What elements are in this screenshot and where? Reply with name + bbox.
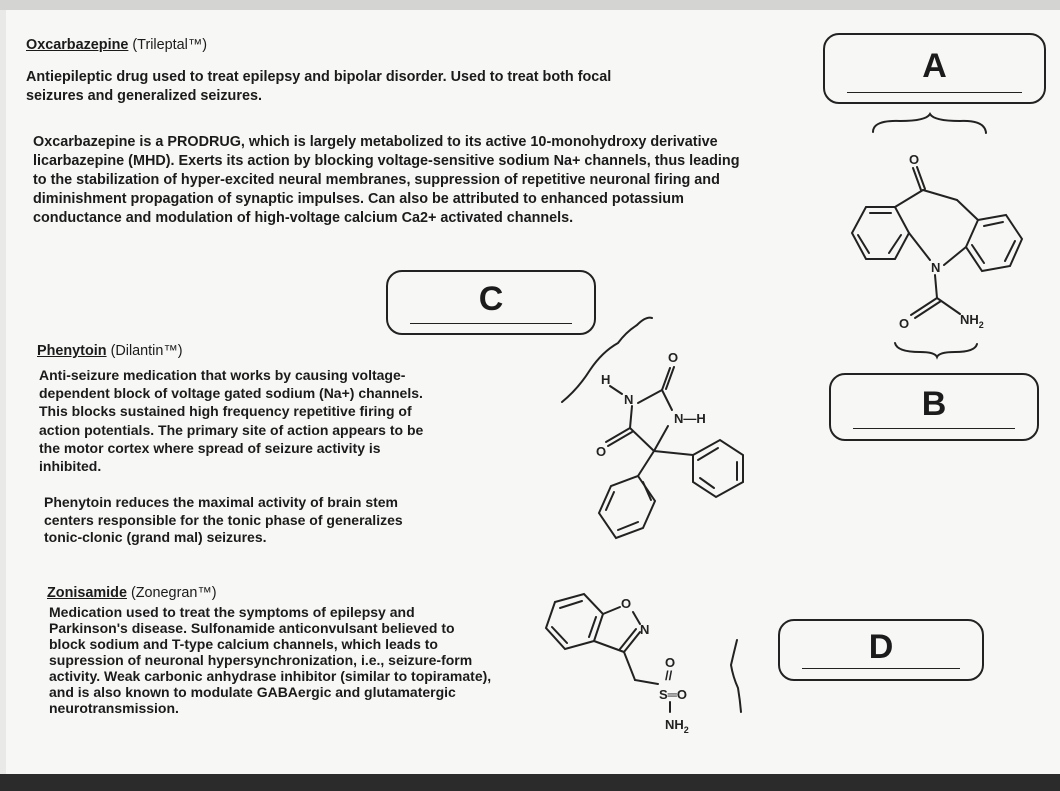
- ox-amine: $NH_2$: [960, 312, 984, 330]
- brace-a: [873, 114, 986, 133]
- answer-letter-c: C: [478, 280, 504, 318]
- ph-o-left: O: [596, 444, 607, 459]
- oxcarbazepine-brand: (Trileptal™): [132, 37, 208, 53]
- oxcarbazepine-structure: [852, 114, 1022, 357]
- atom-labels: [596, 152, 984, 735]
- phenytoin-name: Phenytoin: [37, 343, 107, 359]
- brace-c: [562, 318, 652, 402]
- answer-letter-a: A: [922, 47, 947, 85]
- oxcarbazepine-name: Oxcarbazepine: [26, 37, 129, 53]
- left-benzene-ring: [852, 207, 909, 259]
- phenytoin-description: Anti-seizure medication that works by causing voltage-dependent block of voltage gated sodium (Na+) channels. This blocks sustained high frequency repetitive firing of action potentials. The primary site of action appears to be the motor cortex where spread of seizure activity is inhibited.: [39, 367, 424, 475]
- zo-double-bond: //: [665, 668, 673, 683]
- answer-letter-d: D: [868, 628, 894, 666]
- zonisamide-description: Medication used to treat the symptoms of epilepsy and Parkinson's disease. Sulfonamide anticonvulsant believed to block sodium and T-type calcium channels, which leads to supression of neuronal hypersynchronization, i.e., seizure-form activity. Weak carbonic anhydrase inhibitor (similar to topiramate), and is also known to modulate GABAergic and glutamatergic neurotransmission.: [49, 604, 492, 716]
- zonisamide-structure: [546, 594, 741, 712]
- zo-ring-o: O: [621, 596, 632, 611]
- ox-ring-n: N: [931, 260, 941, 275]
- zo-sulfonyl: S═O: [659, 687, 687, 702]
- answer-letter-b: B: [921, 385, 947, 423]
- oxcarbazepine-mechanism: Oxcarbazepine is a PRODRUG, which is largely metabolized to its active 10-monohydroxy derivative licarbazepine (MHD). Exerts its action by blocking voltage-sensitive sodium Na+ channels, thus leading to the stabilization of hyper-excited neural membranes, suppression of repetitive neuronal firing and diminishment propagation of synaptic impulses. Can also be attributed to enhanced potassium conductance and modulation of high-voltage calcium Ca2+ activated channels.: [33, 134, 740, 226]
- ph-n1: N: [624, 392, 634, 407]
- brace-d: [731, 640, 741, 712]
- brace-b: [895, 343, 977, 357]
- zo-ring-n: N: [640, 622, 650, 637]
- ph-h: H: [601, 372, 611, 387]
- ph-nh: N—H: [674, 411, 706, 426]
- zo-sulfonyl-o-top: O: [665, 655, 676, 670]
- phenytoin-effect: Phenytoin reduces the maximal activity of brain stem centers responsible for the tonic phase of generalizes tonic-clonic (grand mal) seizures.: [44, 494, 403, 545]
- phenytoin-brand: (Dilantin™): [110, 343, 183, 359]
- ox-ketone-o: O: [909, 152, 920, 167]
- ph-o-top: O: [668, 350, 679, 365]
- zonisamide-brand: (Zonegran™): [130, 585, 217, 601]
- ox-amide-o: O: [899, 316, 910, 331]
- oxcarbazepine-summary: Antiepileptic drug used to treat epilepsy and bipolar disorder. Used to treat both focal seizures and generalized seizures.: [26, 69, 612, 104]
- phenytoin-structure: [562, 318, 743, 538]
- zo-amine: $NH_2$: [665, 717, 689, 735]
- zonisamide-name: Zonisamide: [47, 585, 127, 601]
